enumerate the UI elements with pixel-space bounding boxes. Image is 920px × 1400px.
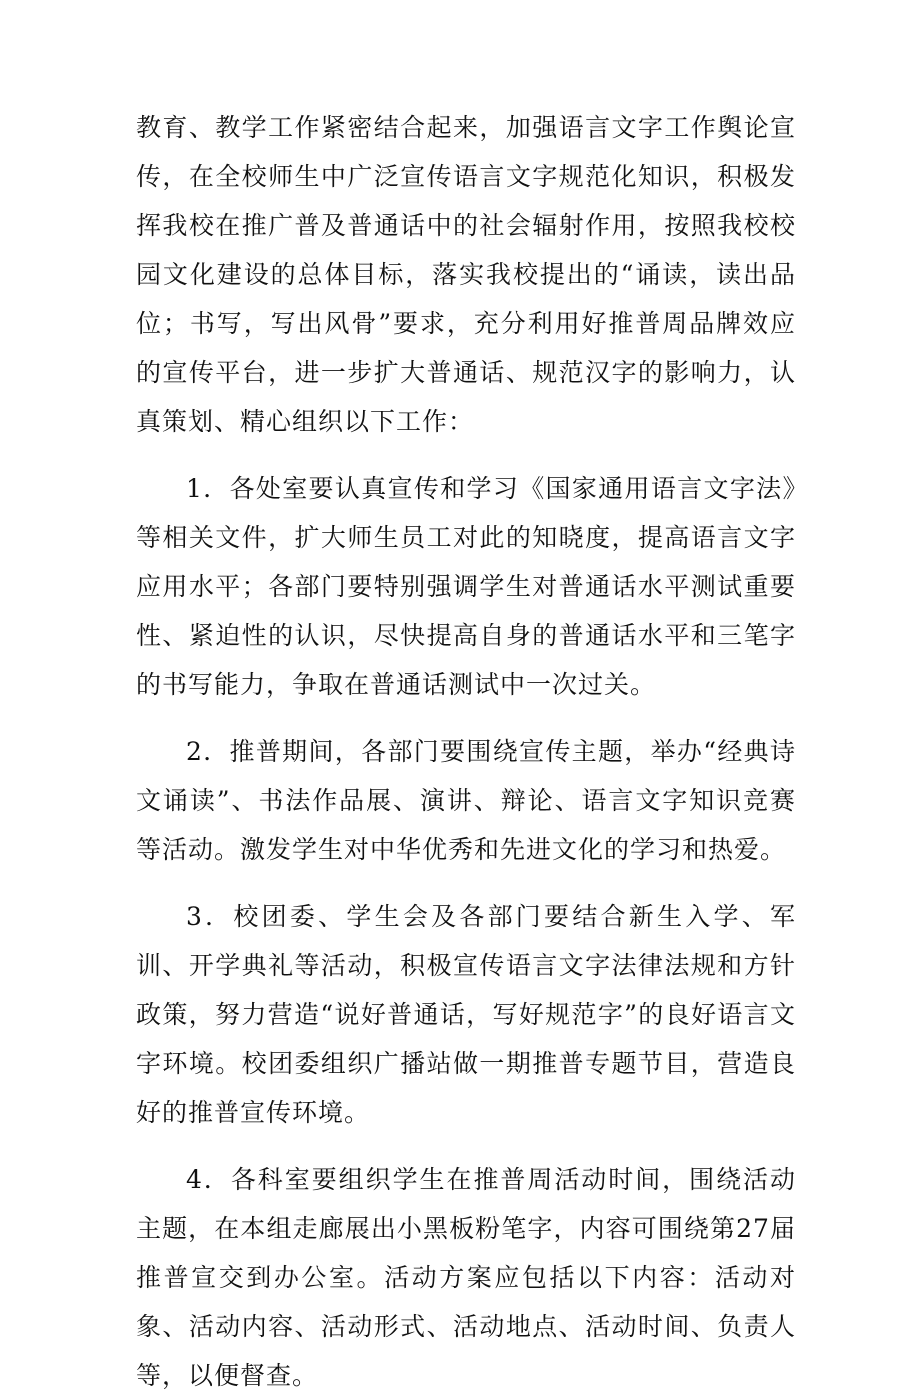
paragraph-item-3: 3．校团委、学生会及各部门要结合新生入学、军训、开学典礼等活动，积极宣传语言文字法律法规和方针政策，努力营造“说好普通话，写好规范字”的良好语言文字环境。校团委组织广播站做一期推普专题节目，营造良好的推普宣传环境。: [136, 902, 796, 1127]
paragraph-item-4: 4．各科室要组织学生在推普周活动时间，围绕活动主题，在本组走廊展出小黑板粉笔字，内容可围绕第27届推普宣交到办公室。活动方案应包括以下内容：活动对象、活动内容、活动形式、活动地点、活动时间、负责人等，以便督查。: [136, 1165, 796, 1390]
paragraph-item-2: 2．推普期间，各部门要围绕宣传主题，举办“经典诗文诵读”、书法作品展、演讲、辩论、语言文字知识竞赛等活动。激发学生对中华优秀和先进文化的学习和热爱。: [136, 737, 796, 864]
paragraph-item-1: 1．各处室要认真宣传和学习《国家通用语言文字法》等相关文件，扩大师生员工对此的知晓度，提高语言文字应用水平；各部门要特别强调学生对普通话水平测试重要性、紧迫性的认识，尽快提高自身的普通话水平和三笔字的书写能力，争取在普通话测试中一次过关。: [136, 474, 796, 699]
document-body: [136, 103, 796, 1400]
paragraph-intro: 教育、教学工作紧密结合起来，加强语言文字工作舆论宣传，在全校师生中广泛宣传语言文字规范化知识，积极发挥我校在推广普及普通话中的社会辐射作用，按照我校校园文化建设的总体目标，落实我校提出的“诵读，读出品位；书写，写出风骨”要求，充分利用好推普周品牌效应的宣传平台，进一步扩大普通话、规范汉字的影响力，认真策划、精心组织以下工作：: [136, 113, 796, 436]
